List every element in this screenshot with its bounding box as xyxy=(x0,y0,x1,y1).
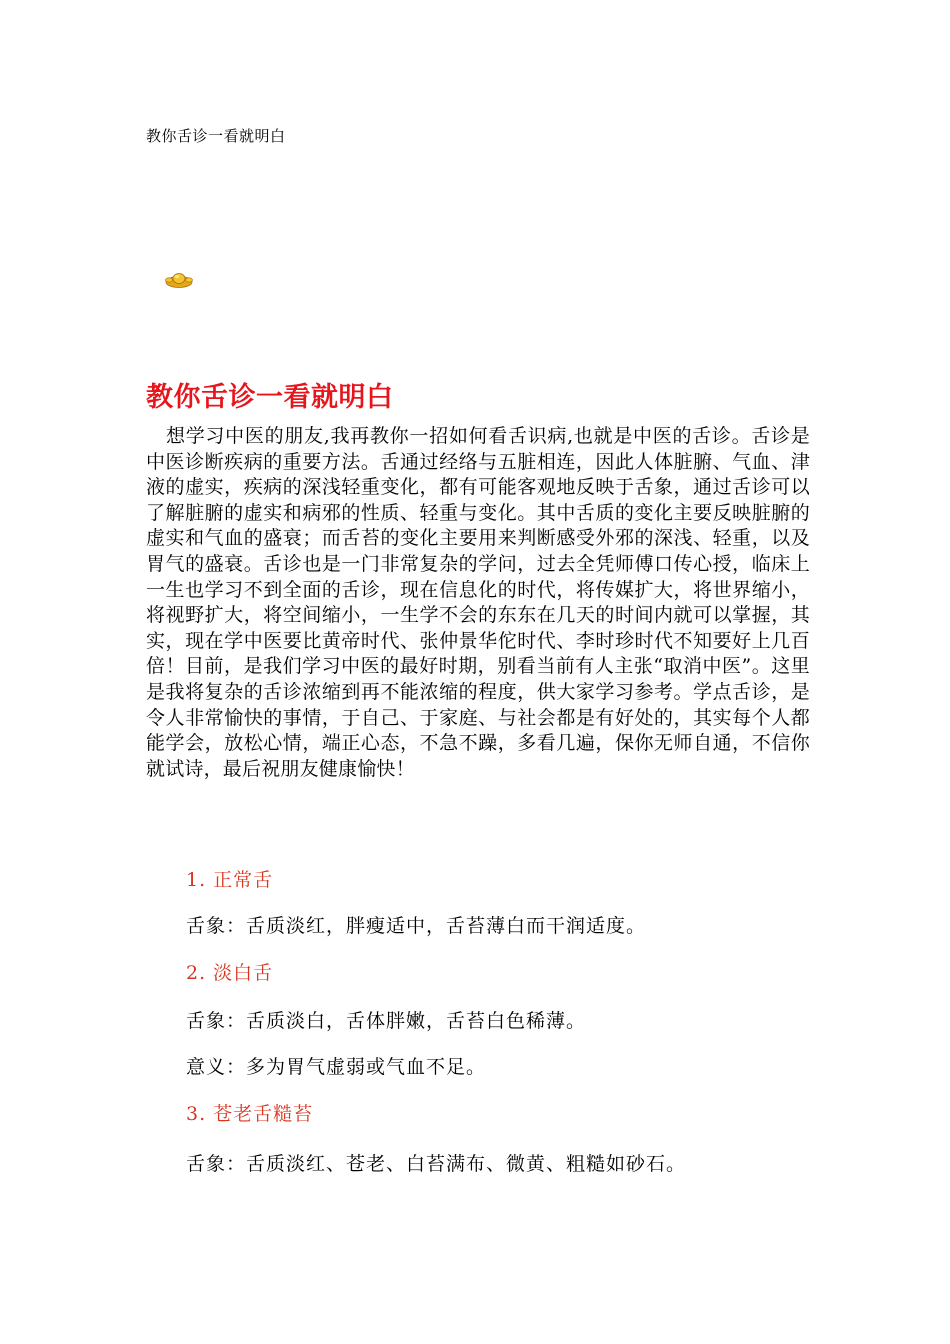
section-heading-normal-tongue: 1. 正常舌 xyxy=(186,869,274,891)
section-description: 舌象：舌质淡白，舌体胖嫩，舌苔白色稀薄。 xyxy=(186,1010,587,1032)
section-description: 舌象：舌质淡红、苍老、白苔满布、微黄、粗糙如砂石。 xyxy=(186,1153,687,1175)
article-intro-paragraph: 想学习中医的朋友,我再教你一招如何看舌识病,也就是中医的舌诊。舌诊是中医诊断疾病的重要方法。舌通过经络与五脏相连，因此人体脏腑、气血、津液的虚实，疾病的深浅轻重变化，都有可能客观地反映于舌象，通过舌诊可以了解脏腑的虚实和病邪的性质、轻重与变化。其中舌质的变化主要反映脏腑的虚实和气血的盛衰；而舌苔的变化主要用来判断感受外邪的深浅、轻重，以及胃气的盛衰。舌诊也是一门非常复杂的学问，过去全凭师傅口传心授，临床上一生也学习不到全面的舌诊，现在信息化的时代，将传媒扩大，将世界缩小，将视野扩大，将空间缩小，一生学不会的东东在几天的时间内就可以掌握，其实，现在学中医要比黄帝时代、张仲景华佗时代、李时珍时代不知要好上几百倍！目前，是我们学习中医的最好时期，别看当前有人主张“取消中医”。这里是我将复杂的舌诊浓缩到再不能浓缩的程度，供大家学习参考。学点舌诊，是令人非常愉快的事情，于自己、于家庭、与社会都是有好处的，其实每个人都能学会，放松心情，端正心态，不急不躁，多看几遍，保你无师自通，不信你就试诗，最后祝朋友健康愉快！ xyxy=(146,425,810,780)
gold-ingot-icon xyxy=(164,270,194,290)
section-heading-old-tongue-rough-coating: 3. 苍老舌糙苔 xyxy=(186,1103,314,1125)
document-header-title: 教你舌诊一看就明白 xyxy=(146,127,286,145)
section-meaning: 意义：多为胃气虚弱或气血不足。 xyxy=(186,1056,487,1078)
section-description: 舌象：舌质淡红，胖瘦适中，舌苔薄白而干润适度。 xyxy=(186,915,647,937)
article-title: 教你舌诊一看就明白 xyxy=(146,382,394,413)
section-heading-pale-tongue: 2. 淡白舌 xyxy=(186,962,274,984)
